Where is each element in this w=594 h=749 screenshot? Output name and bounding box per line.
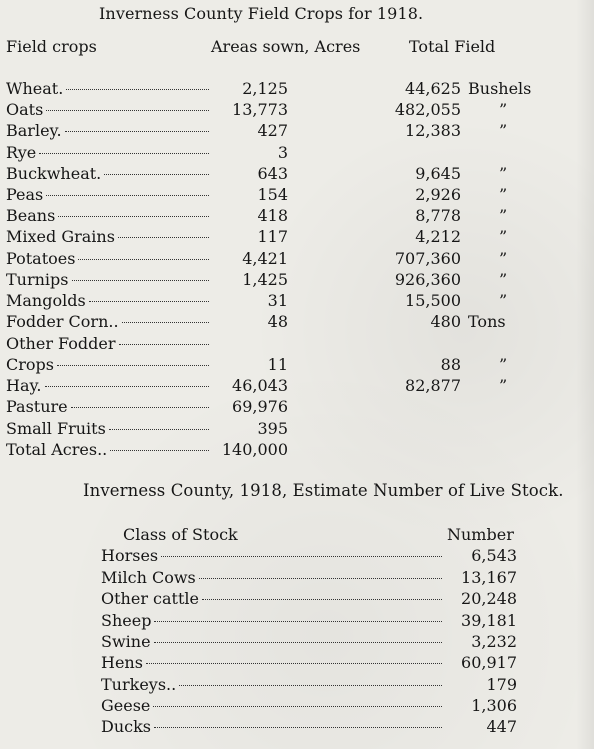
crop-row (6, 78, 546, 99)
area-sown-value: 2,125 (242, 79, 288, 98)
crop-row (6, 375, 546, 396)
field-crops-column-header: Field crops (6, 37, 97, 56)
crop-name-cell (6, 99, 212, 120)
crop-name-cell (6, 354, 212, 375)
yield-unit: ” (499, 100, 508, 119)
total-field-value: 8,778 (415, 206, 461, 225)
crop-row (6, 290, 546, 311)
crop-row (6, 163, 546, 184)
crop-row (6, 184, 546, 205)
dot-leader (109, 428, 209, 430)
stock-class-name: Swine (101, 632, 151, 651)
area-sown-value: 46,043 (232, 376, 288, 395)
crop-name-cell (6, 184, 212, 205)
crop-row (6, 226, 546, 247)
yield-unit: ” (499, 206, 508, 225)
area-sown-value: 117 (257, 227, 288, 246)
dot-leader (202, 598, 442, 600)
stock-class-name: Milch Cows (101, 568, 196, 587)
crop-name: Oats (6, 100, 44, 119)
stock-row (101, 674, 518, 695)
dot-leader (78, 258, 209, 260)
stock-row (101, 545, 518, 566)
crop-name-cell (6, 120, 212, 141)
area-sown-value: 13,773 (232, 100, 288, 119)
stock-row (101, 610, 518, 631)
stock-number-value: 39,181 (461, 611, 517, 630)
total-field-value: 707,360 (394, 249, 461, 268)
dot-leader (72, 279, 210, 281)
yield-unit: ” (499, 355, 508, 374)
stock-number-value: 60,917 (461, 653, 517, 672)
dot-leader (119, 343, 209, 345)
area-sown-value: 427 (257, 121, 288, 140)
dot-leader (46, 194, 209, 196)
stock-class-name: Ducks (101, 717, 151, 736)
area-sown-value: 69,976 (232, 397, 288, 416)
crop-row (6, 248, 546, 269)
dot-leader (154, 726, 442, 728)
yield-unit: Tons (468, 312, 506, 331)
crop-name: Total Acres.. (6, 440, 108, 459)
total-field-value: 12,383 (405, 121, 461, 140)
crop-row (6, 120, 546, 141)
crop-row (6, 99, 546, 120)
stock-class-cell (101, 567, 445, 588)
dot-leader (199, 577, 442, 579)
area-sown-value: 11 (267, 355, 288, 374)
crop-name-cell (6, 248, 212, 269)
total-field-value: 4,212 (415, 227, 461, 246)
total-field-value: 88 (440, 355, 461, 374)
stock-class-cell (101, 695, 445, 716)
crop-name-cell (6, 311, 212, 332)
total-field-value: 482,055 (394, 100, 461, 119)
dot-leader (161, 555, 442, 557)
yield-unit: ” (499, 121, 508, 140)
crop-name-cell (6, 418, 212, 439)
stock-class-name: Horses (101, 546, 159, 565)
area-sown-value: 140,000 (221, 440, 288, 459)
yield-unit: ” (499, 291, 508, 310)
dot-leader (104, 173, 209, 175)
stock-class-cell (101, 674, 445, 695)
crop-row (6, 354, 546, 375)
crop-row (6, 396, 546, 417)
stock-class-cell (101, 545, 445, 566)
stock-number-value: 3,232 (471, 632, 517, 651)
area-sown-value: 48 (267, 312, 288, 331)
stock-number-value: 13,167 (461, 568, 517, 587)
stock-class-name: Other cattle (101, 589, 199, 608)
total-field-value: 82,877 (405, 376, 461, 395)
dot-leader (110, 449, 209, 451)
stock-class-name: Turkeys.. (101, 675, 177, 694)
crop-name-cell (6, 163, 212, 184)
dot-leader (146, 662, 442, 664)
area-sown-value: 1,425 (242, 270, 288, 289)
stock-row (101, 695, 518, 716)
crop-name: Buckwheat. (6, 164, 102, 183)
crop-name-cell (6, 375, 212, 396)
total-field-value: 44,625 (405, 79, 461, 98)
area-sown-value: 643 (257, 164, 288, 183)
yield-unit: Bushels (468, 79, 532, 98)
area-sown-value: 3 (277, 143, 288, 162)
dot-leader (154, 641, 442, 643)
crop-name-cell (6, 142, 212, 163)
dot-leader (65, 130, 209, 132)
yield-unit: ” (499, 376, 508, 395)
area-sown-value: 31 (267, 291, 288, 310)
stock-class-name: Hens (101, 653, 143, 672)
area-sown-value: 154 (257, 185, 288, 204)
stock-class-cell (101, 716, 445, 737)
crop-name-cell (6, 269, 212, 290)
total-field-column-header: Total Field (409, 37, 496, 56)
crop-name: Small Fruits (6, 419, 106, 438)
total-field-value: 926,360 (394, 270, 461, 289)
dot-leader (153, 705, 442, 707)
area-sown-value: 418 (257, 206, 288, 225)
yield-unit: ” (499, 249, 508, 268)
dot-leader (118, 236, 209, 238)
dot-leader (179, 684, 442, 686)
crop-row (6, 205, 546, 226)
areas-sown-column-header: Areas sown, Acres (211, 37, 361, 56)
dot-leader (57, 364, 209, 366)
total-field-value: 9,645 (415, 164, 461, 183)
crop-name: Beans (6, 206, 56, 225)
crop-name-cell (6, 78, 212, 99)
number-column-header: Number (447, 525, 514, 544)
stock-number-value: 6,543 (471, 546, 517, 565)
page-edge-shadow (576, 0, 594, 749)
crop-name: Potatoes (6, 249, 76, 268)
area-sown-value: 395 (257, 419, 288, 438)
crop-name: Mixed Grains (6, 227, 115, 246)
dot-leader (46, 109, 209, 111)
crop-row (6, 333, 546, 354)
stock-class-cell (101, 631, 445, 652)
dot-leader (154, 620, 442, 622)
crop-name-cell (6, 290, 212, 311)
dot-leader (39, 152, 209, 154)
field-crops-title: Inverness County Field Crops for 1918. (99, 4, 424, 23)
yield-unit: ” (499, 185, 508, 204)
crop-name: Hay. (6, 376, 42, 395)
crop-name: Wheat. (6, 79, 64, 98)
stock-row (101, 588, 518, 609)
area-sown-value: 4,421 (242, 249, 288, 268)
total-field-value: 15,500 (405, 291, 461, 310)
crop-name-cell (6, 439, 212, 460)
crop-name: Turnips (6, 270, 69, 289)
class-of-stock-column-header: Class of Stock (123, 525, 238, 544)
dot-leader (89, 300, 209, 302)
crop-name: Other Fodder (6, 334, 116, 353)
stock-number-value: 1,306 (471, 696, 517, 715)
total-field-value: 480 (430, 312, 461, 331)
stock-number-value: 20,248 (461, 589, 517, 608)
live-stock-title: Inverness County, 1918, Estimate Number of Live Stock. (83, 481, 564, 500)
stock-class-name: Sheep (101, 611, 152, 630)
stock-class-cell (101, 588, 445, 609)
stock-number-value: 447 (486, 717, 517, 736)
crop-name-cell (6, 226, 212, 247)
stock-row (101, 652, 518, 673)
total-field-value: 2,926 (415, 185, 461, 204)
crop-name: Rye (6, 143, 37, 162)
dot-leader (122, 321, 209, 323)
dot-leader (45, 385, 210, 387)
dot-leader (71, 406, 209, 408)
crop-name: Peas (6, 185, 44, 204)
stock-row (101, 567, 518, 588)
dot-leader (58, 215, 209, 217)
yield-unit: ” (499, 164, 508, 183)
crop-row (6, 439, 546, 460)
yield-unit: ” (499, 270, 508, 289)
crop-name: Pasture (6, 397, 68, 416)
crop-name: Barley. (6, 121, 62, 140)
crop-name-cell (6, 396, 212, 417)
stock-class-name: Geese (101, 696, 151, 715)
crop-row (6, 269, 546, 290)
stock-number-value: 179 (486, 675, 517, 694)
crop-row (6, 142, 546, 163)
crop-name: Crops (6, 355, 54, 374)
crop-row (6, 311, 546, 332)
yield-unit: ” (499, 227, 508, 246)
stock-row (101, 716, 518, 737)
stock-class-cell (101, 610, 445, 631)
dot-leader (66, 88, 209, 90)
crop-name: Fodder Corn.. (6, 312, 119, 331)
crop-name-cell (6, 333, 212, 354)
crop-name-cell (6, 205, 212, 226)
crop-name: Mangolds (6, 291, 86, 310)
stock-row (101, 631, 518, 652)
crop-row (6, 418, 546, 439)
stock-class-cell (101, 652, 445, 673)
